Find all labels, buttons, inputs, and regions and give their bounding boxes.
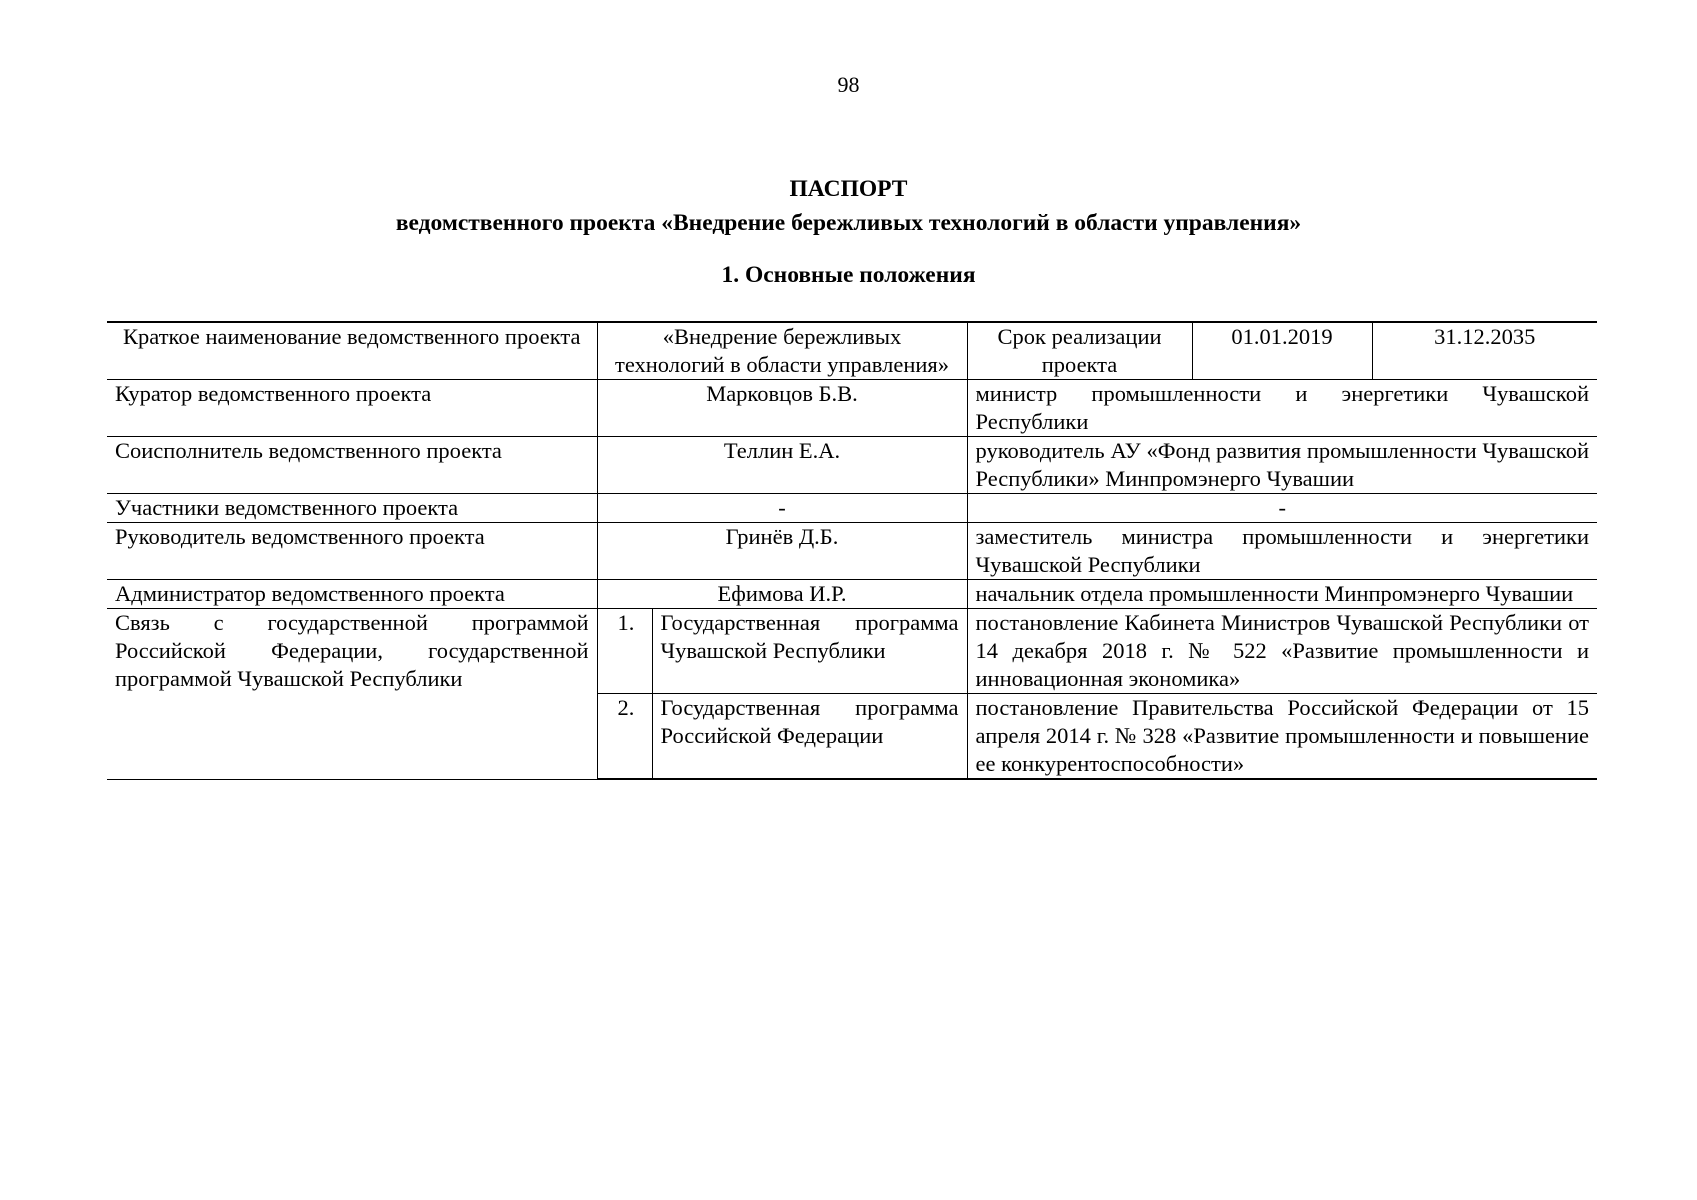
head-position: заместитель министра промышленности и энергетики Чувашской Республики [967,523,1597,580]
table-row-curator [107,380,1597,437]
curator-label: Куратор ведомственного проекта [107,380,597,437]
program-number: 1. [597,609,652,694]
start-date: 01.01.2019 [1192,322,1372,380]
short-name-value: «Внедрение бережливых технологий в области управления» [597,322,967,380]
program-document: постановление Кабинета Министров Чувашской Республики от 14 декабря 2018 г. № 522 «Развитие промышленности и инновационная экономика» [967,609,1597,694]
administrator-position: начальник отдела промышленности Минпромэнерго Чувашии [967,580,1597,609]
passport-table [107,321,1597,780]
short-name-label: Краткое наименование ведомственного проекта [107,322,597,380]
section-title: 1. Основные положения [721,262,976,288]
administrator-name: Ефимова И.Р. [597,580,967,609]
document-title-subtitle: ведомственного проекта «Внедрение бережливых технологий в области управления» [395,210,1302,236]
program-name: Государственная программа Российской Федерации [652,694,967,780]
program-document: постановление Правительства Российской Федерации от 15 апреля 2014 г. № 328 «Развитие промышленности и повышение ее конкурентоспособности» [967,694,1597,780]
co-executor-label: Соисполнитель ведомственного проекта [107,437,597,494]
term-label: Срок реализации проекта [967,322,1192,380]
head-name: Гринёв Д.Б. [597,523,967,580]
participants-position: - [967,494,1597,523]
document-title [0,172,1697,240]
table-row-co-executor [107,437,1597,494]
participants-name: - [597,494,967,523]
curator-position: министр промышленности и энергетики Чувашской Республики [967,380,1597,437]
table-row-participants [107,494,1597,523]
head-label: Руководитель ведомственного проекта [107,523,597,580]
program-name: Государственная программа Чувашской Республики [652,609,967,694]
program-number: 2. [597,694,652,780]
table-row-short-name [107,322,1597,380]
table-row-head [107,523,1597,580]
programs-label: Связь с государственной программой Российской Федерации, государственной программой Чувашской Республики [107,609,597,780]
administrator-label: Администратор ведомственного проекта [107,580,597,609]
table-row-administrator [107,580,1597,609]
document-title-main: ПАСПОРТ [789,176,908,202]
co-executor-position: руководитель АУ «Фонд развития промышленности Чувашской Республики» Минпромэнерго Чувашии [967,437,1597,494]
end-date: 31.12.2035 [1372,322,1597,380]
page-number: 98 [837,72,860,97]
co-executor-name: Теллин Е.А. [597,437,967,494]
participants-label: Участники ведомственного проекта [107,494,597,523]
curator-name: Марковцов Б.В. [597,380,967,437]
table-row-program-1 [107,609,1597,694]
